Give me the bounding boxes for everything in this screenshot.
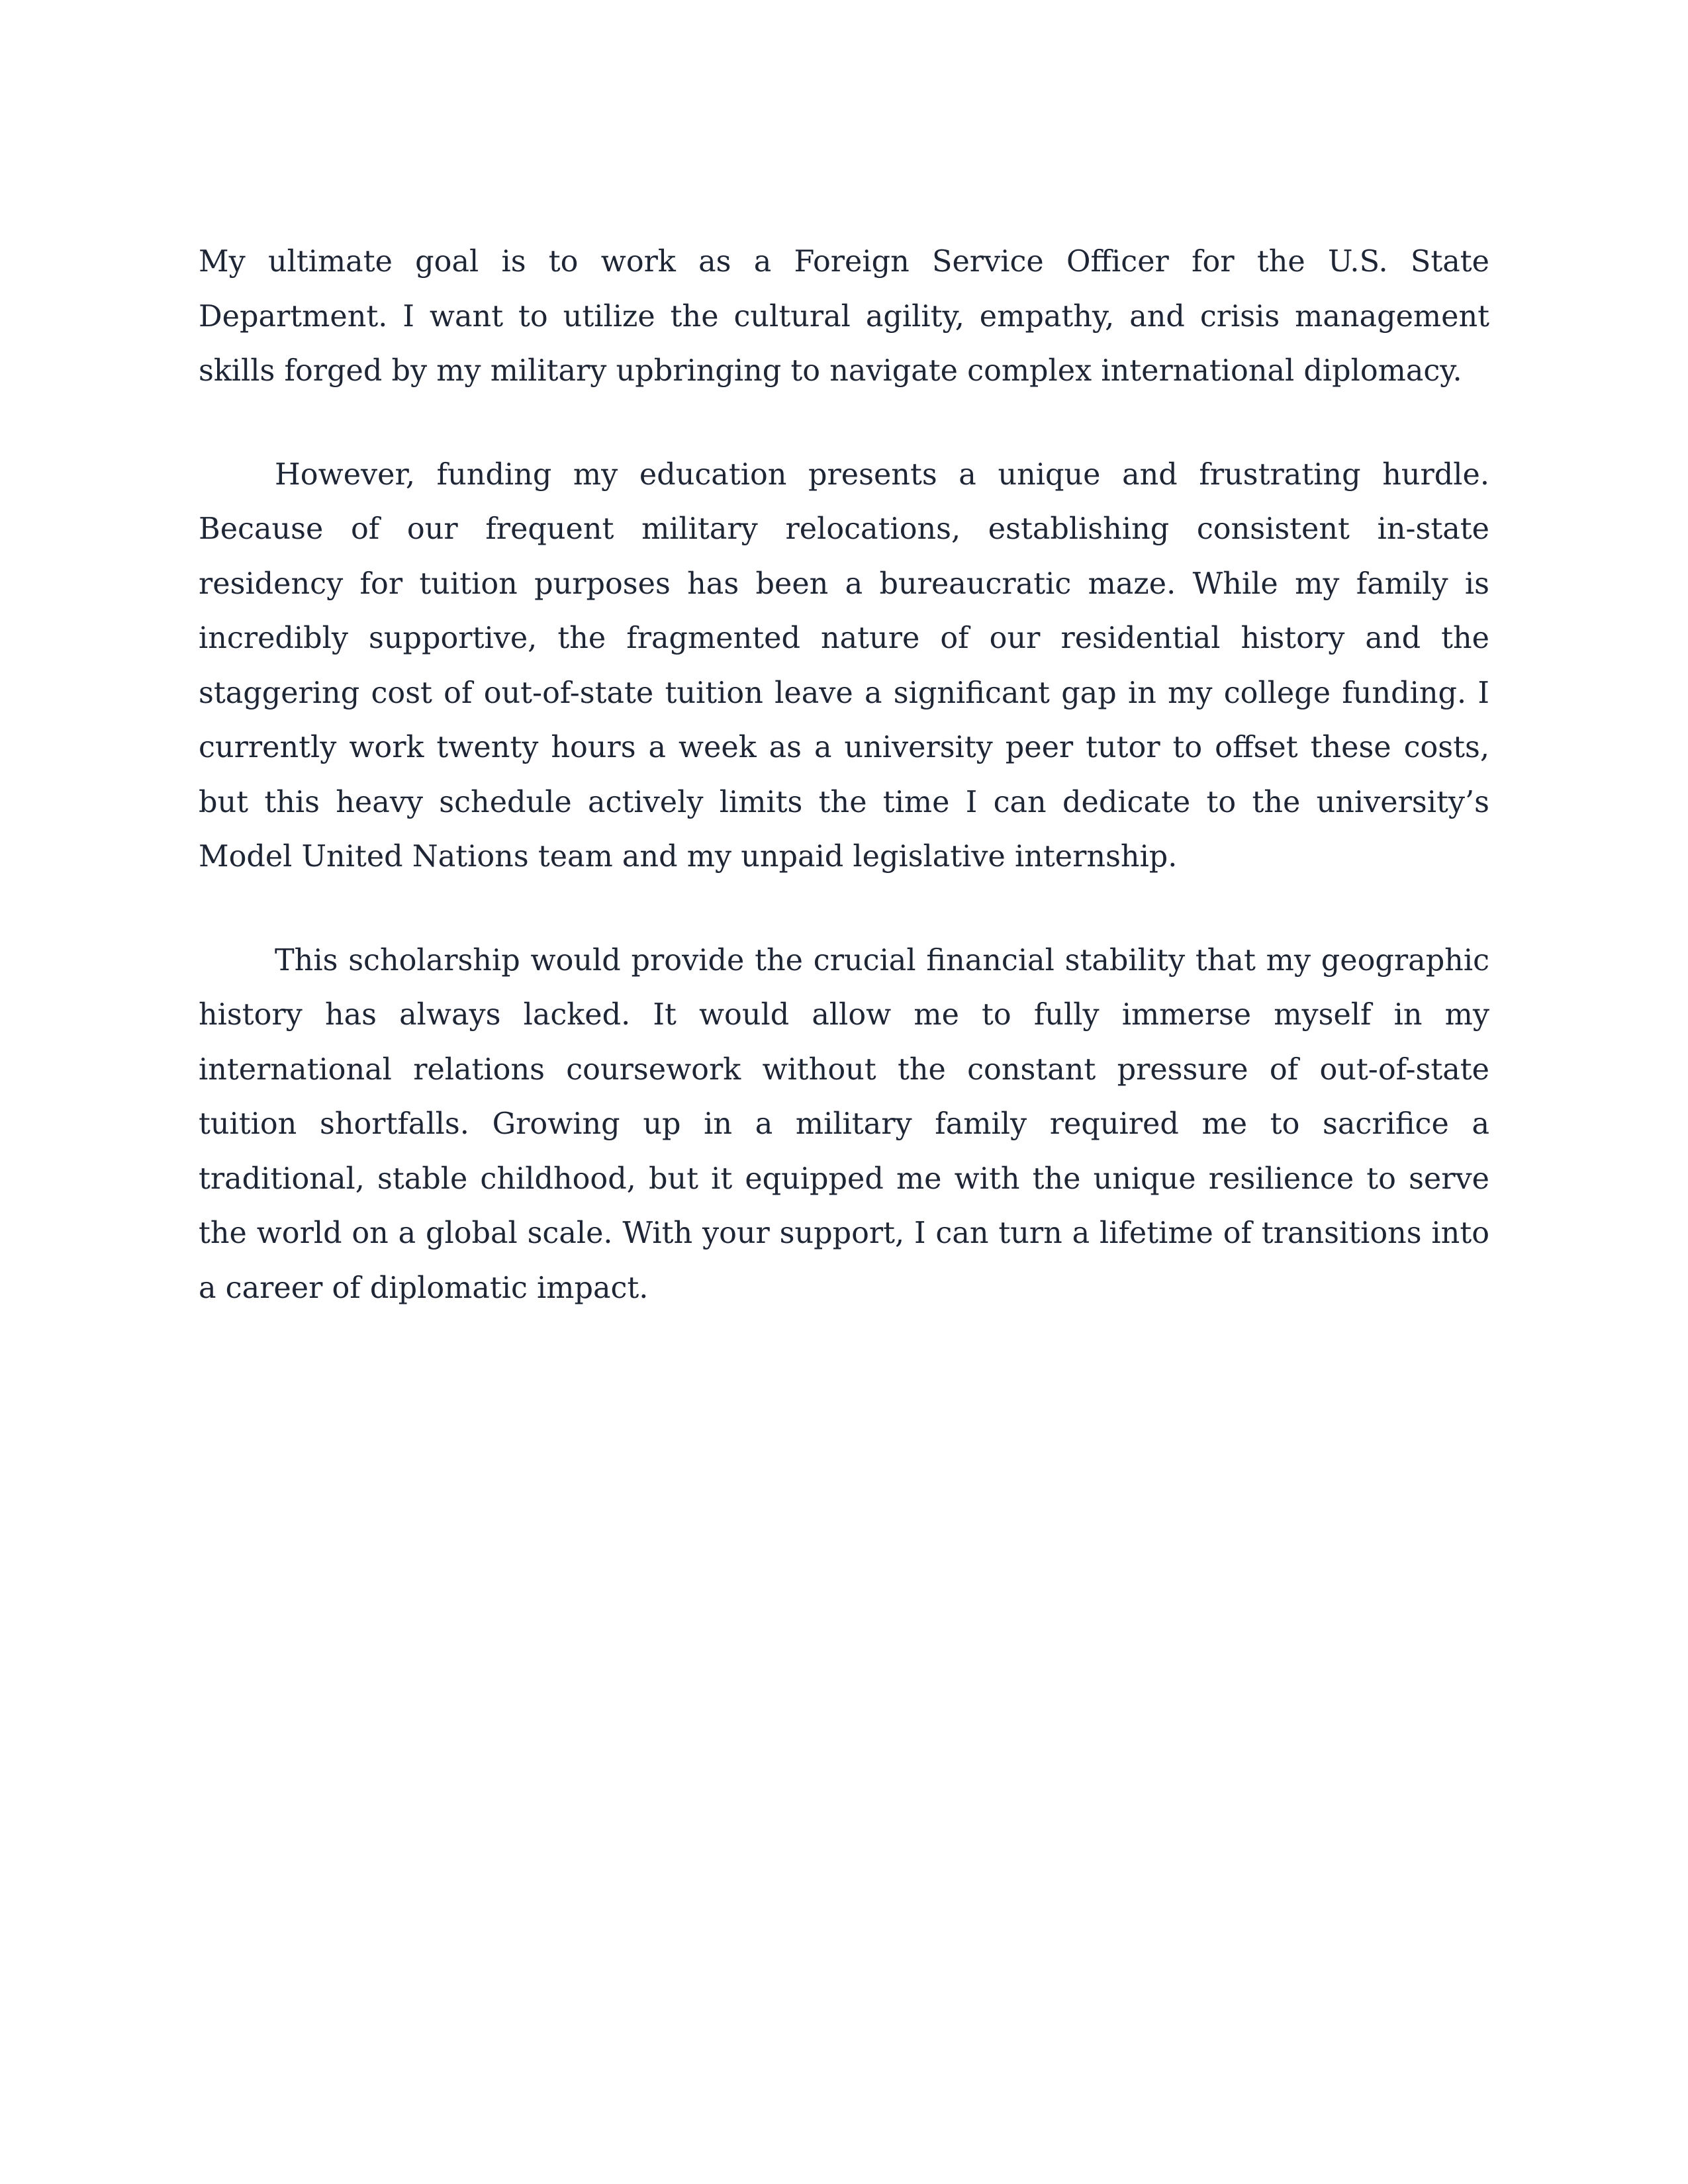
paragraph-funding-hurdle: However, funding my education presents a unique and frustrating hurdle. Because of our frequent military relocations, establishing consistent in-state residency for tuition purposes has been a bureaucratic maze. While my family is incredibly supportive, the fragmented nature of our residential history and the staggering cost of out-of-state tuition leave a significant gap in my college funding. I currently work twenty hours a week as a university peer tutor to offset these costs, but this heavy schedule actively limits the time I can dedicate to the university’s Model United Nations team and my unpaid legislative internship. (199, 457, 1489, 874)
paragraph-scholarship-impact: This scholarship would provide the crucial financial stability that my geographic history has always lacked. It would allow me to fully immerse myself in my international relations coursework without the constant pressure of out-of-state tuition shortfalls. Growing up in a military family required me to sacrifice a traditional, stable childhood, but it equipped me with the unique resilience to serve the world on a global scale. With your support, I can turn a lifetime of transitions into a career of diplomatic impact. (199, 943, 1489, 1305)
paragraph-career-goal: My ultimate goal is to work as a Foreign Service Officer for the U.S. State Department. I want to utilize the cultural agility, empathy, and crisis management skills forged by my military upbringing to navigate complex international diplomacy. (199, 245, 1489, 388)
essay-body (199, 235, 1489, 1365)
